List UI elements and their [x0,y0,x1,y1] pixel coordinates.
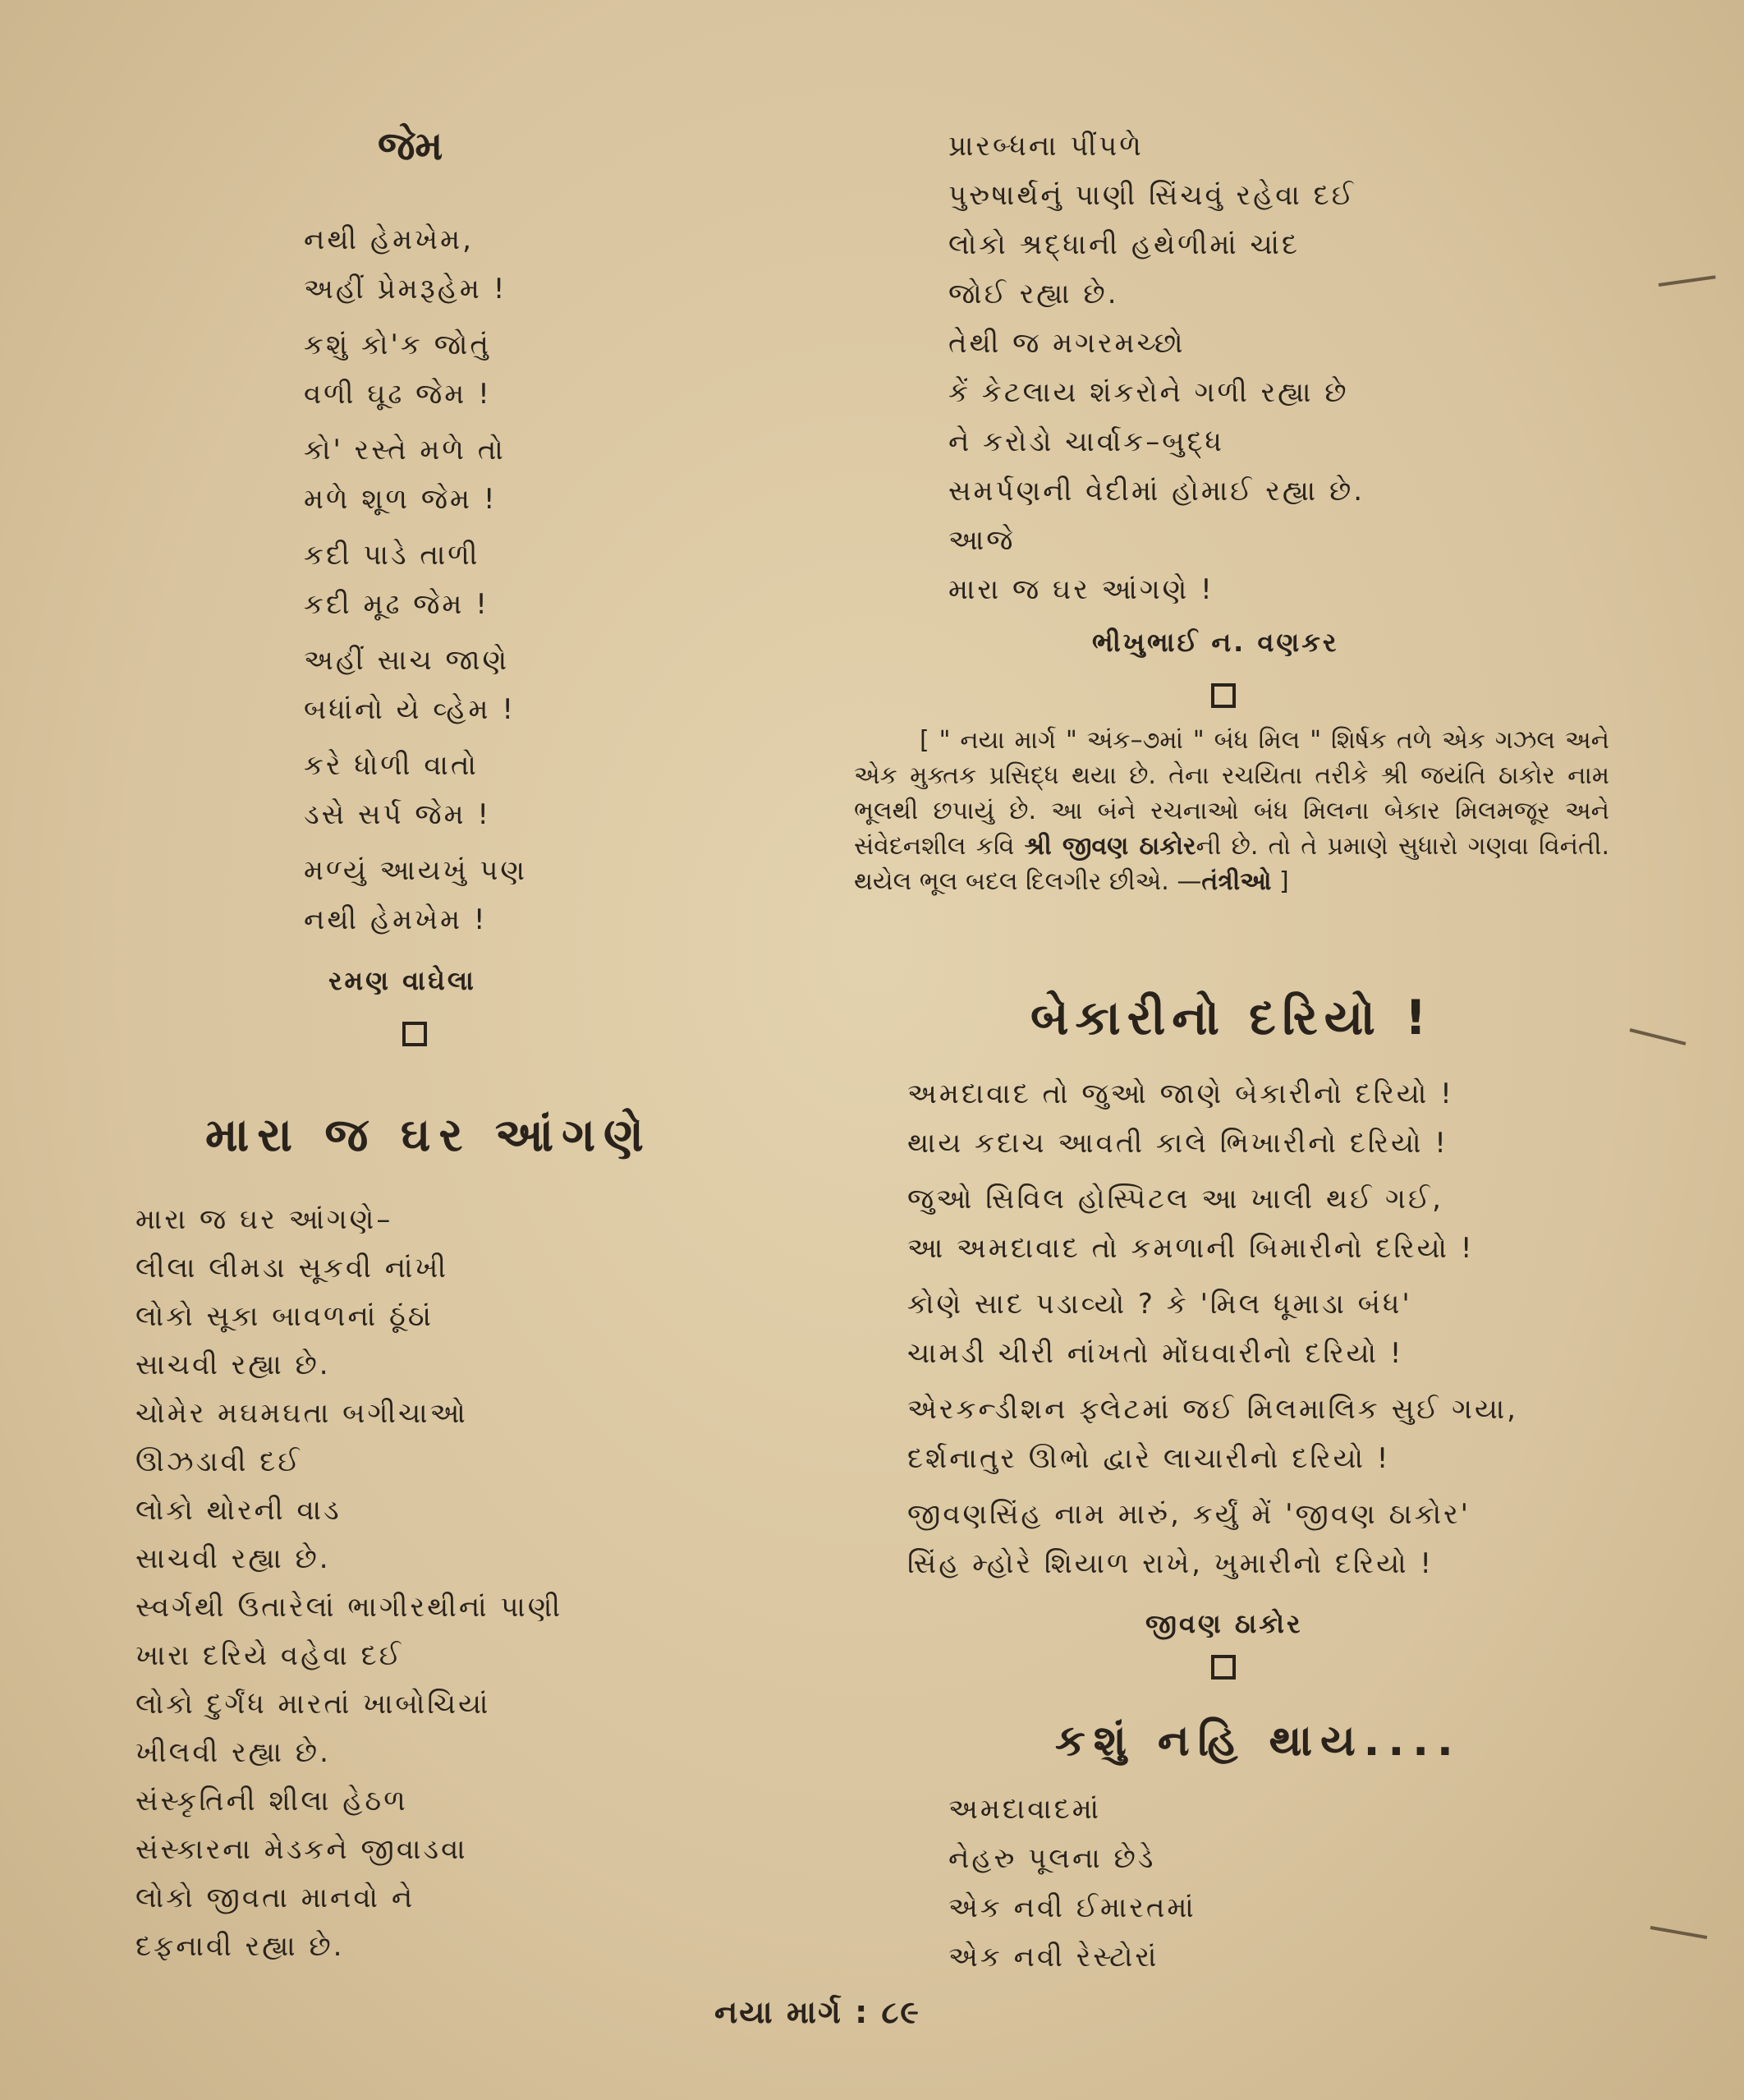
poem-line: તેથી જ મગરમચ્છો [948,327,1186,360]
poem-line: વળી ઘૂઢ જેમ ! [304,378,492,411]
poem-line: જીવણસિંહ નામ મારું, કર્યું મેં 'જીવણ ઠાકોર' [907,1498,1471,1531]
poem-line: સાચવી રહ્યા છે. [135,1349,331,1381]
poem-line: કદી મૂઢ જેમ ! [304,588,489,621]
poem-line: મારા જ ઘર આંગણે ! [948,573,1214,606]
paper-tear-mark [1630,1028,1687,1045]
poem-line: ચામડી ચીરી નાંખતો મોંઘવારીનો દરિયો ! [907,1337,1404,1370]
poem-line: લોકો દુર્ગંધ મારતાં ખાબોચિયાં [135,1688,491,1721]
poem-line: આ અમદાવાદ તો કમળાની બિમારીનો દરિયો ! [907,1232,1475,1265]
poem-line: જુઓ સિવિલ હોસ્પિટલ આ ખાલી થઈ ગઈ, [907,1183,1443,1215]
poem-line: મળ્યું આયખું પણ [304,854,528,887]
poem-line: ખીલવી રહ્યા છે. [135,1736,331,1769]
poem-line: પુરુષાર્થનું પાણી સિંચવું રહેવા દઈ [948,179,1356,212]
poem-line: થાય કદાચ આવતી કાલે ભિખારીનો દરિયો ! [907,1127,1448,1160]
poem-line: જોઈ રહ્યા છે. [948,278,1119,310]
poem-line: લોકો થોરની વાડ [135,1494,342,1527]
poem-line: કશું કો'ક જોતું [304,329,491,361]
poem-line: કોણે સાદ પડાવ્યો ? કે 'મિલ ધૂમાડા બંધ' [907,1288,1412,1321]
poem-line: આજે [948,524,1016,557]
poem-line: ઊઝડાવી દઈ [135,1445,302,1478]
poem-line: સ્વર્ગથી ઉતારેલાં ભાગીરથીનાં પાણી [135,1591,563,1624]
poem-line: દફનાવી રહ્યા છે. [135,1930,345,1963]
poem-line: મળે શૂળ જેમ ! [304,483,498,516]
poem-line: અમદાવાદમાં [948,1793,1102,1826]
poem-line: કરે ધોળી વાતો [304,749,479,782]
poem-line: એરકન્ડીશન ફ્લેટમાં જઈ મિલમાલિક સુઈ ગયા, [907,1393,1518,1426]
poem-line: નેહરુ પૂલના છેડે [948,1842,1156,1875]
poem-line: એક નવી ઈમારતમાં [948,1891,1196,1924]
separator-box [1211,1655,1236,1680]
note-text: ની છે. તો તે પ્રમાણે સુધારો ગણવા વિનંતી. થયેલ ભૂલ બદલ દિલગીર છીએ. — [854,832,1609,896]
poem-line: પ્રારબ્ધના પીંપળે [948,130,1144,163]
poem-line: એક નવી રેસ્ટોરાં [948,1941,1159,1974]
poem2-author: ભીખુભાઈ ન. વણકર [1092,627,1339,658]
poem3-title: બેકારીનો દરિયો ! [1030,990,1434,1045]
poem4-title: કશું નહિ થાય.... [1055,1716,1462,1766]
note-signature: તંત્રીઓ [1201,867,1272,896]
paper-tear-mark [1650,1926,1708,1939]
poem2-title: મારા જ ઘર આંગણે [205,1109,652,1162]
poem-line: સમર્પણની વેદીમાં હોમાઈ રહ્યા છે. [948,475,1365,508]
page-footer: નયા માર્ગ : ૮૯ [714,1994,920,2030]
poem-line: કો' રસ્તે મળે તો [304,434,506,466]
poem-line: અહીં સાચ જાણે [304,644,510,677]
poem-line: લોકો સૂકા બાવળનાં ઠૂંઠાં [135,1300,434,1333]
note-close: ] [1271,867,1289,896]
note-poet-name: શ્રી જીવણ ઠાકોર [1024,832,1196,861]
poem1-author: રમણ વાઘેલા [328,965,476,996]
poem-line: ડસે સર્પ જેમ ! [304,798,492,831]
poem-line: નથી હેમખેમ, [304,223,474,256]
poem-line: લીલા લીમડા સૂકવી નાંખી [135,1252,449,1284]
poem-line: કદી પાડે તાળી [304,539,480,572]
separator-box [1211,683,1236,708]
poem1-title: જેમ [378,123,443,169]
poem-line: લોકો જીવતા માનવો ને [135,1882,415,1914]
poem-line: ખારા દરિયે વહેવા દઈ [135,1639,403,1672]
poem-line: સિંહ મ્હોરે શિયાળ રાખે, ખુમારીનો દરિયો ! [907,1547,1434,1580]
poem-line: દર્શનાતુર ઊભો દ્વારે લાચારીનો દરિયો ! [907,1442,1391,1475]
poem-line: અહીં પ્રેમરૂહેમ ! [304,273,507,306]
poem-line: સંસ્કારના મેડકને જીવાડવા [135,1833,468,1866]
paper-tear-mark [1659,275,1716,287]
poem3-author: જીવણ ઠાકોર [1145,1608,1303,1639]
poem-line: ચોમેર મઘમઘતા બગીચાઓ [135,1397,468,1430]
poem-line: નથી હેમખેમ ! [304,903,488,936]
editor-note [854,723,1609,899]
poem-line: સાચવી રહ્યા છે. [135,1542,331,1575]
poem-line: ને કરોડો ચાર્વાક–બુદ્ધ [948,425,1224,458]
poem-line: મારા જ ઘર આંગણે– [135,1203,393,1236]
separator-box [402,1022,427,1046]
poem-line: લોકો શ્રદ્ધાની હથેળીમાં ચાંદ [948,228,1300,261]
poem-line: કેં કેટલાય શંકરોને ગળી રહ્યા છે [948,376,1349,409]
poem-line: સંસ્કૃતિની શીલા હેઠળ [135,1785,408,1817]
poem-line: બધાંનો યે વ્હેમ ! [304,693,516,726]
note-text: [ " નયા માર્ગ " અંક–૭માં " બંધ મિલ " શિર્ષક તળે એક ગઝલ અને એક મુક્તક પ્રસિદ્ધ થયા છે. તેના રચયિતા તરીકે શ્રી જયંતિ ઠાકોર નામ ભૂલથી છપાયું છે. આ બંને રચનાઓ બંધ મિલના બેકાર મિલમજૂર અને સંવેદનશીલ કવિ [854,726,1609,861]
poem-line: અમદાવાદ તો જુઓ જાણે બેકારીનો દરિયો ! [907,1078,1454,1110]
